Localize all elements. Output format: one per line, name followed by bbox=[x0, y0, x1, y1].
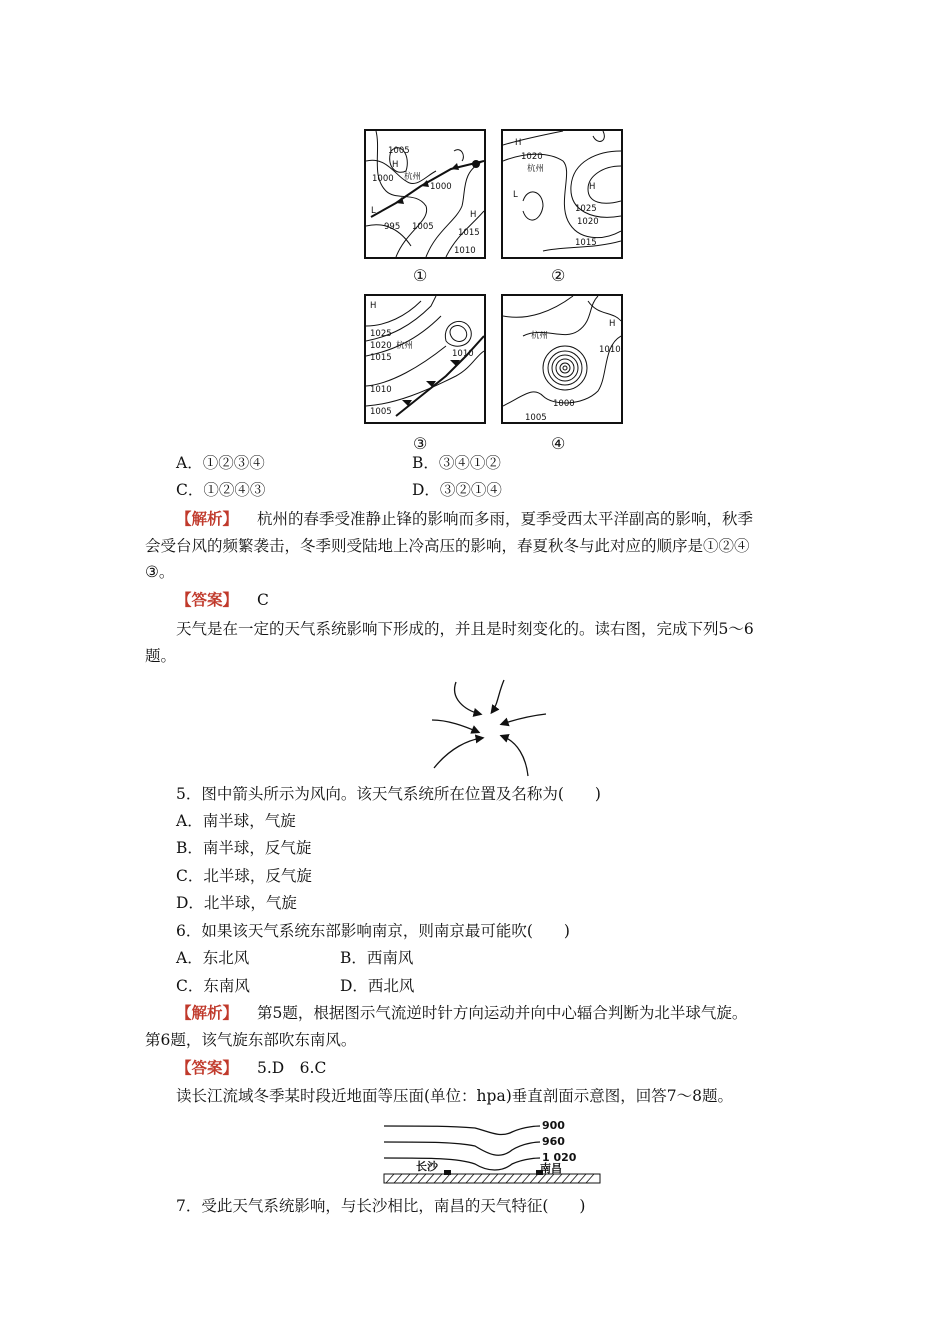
map4-label: H bbox=[609, 319, 616, 329]
map4-label: 1000 bbox=[553, 399, 575, 409]
map1-label: 杭州 bbox=[404, 172, 422, 182]
option-c: C．①②④③ bbox=[176, 481, 266, 499]
map2-label: 1015 bbox=[575, 238, 597, 248]
q5-option-d: D．北半球，气旋 bbox=[176, 894, 297, 912]
map3-label: 1005 bbox=[370, 407, 392, 417]
map-4-number: ④ bbox=[551, 434, 566, 453]
isobar-label: 960 bbox=[542, 1135, 565, 1148]
map2-label: 1025 bbox=[575, 204, 597, 214]
q6-option-d: D．西北风 bbox=[340, 977, 415, 995]
map1-label: 1010 bbox=[454, 246, 476, 256]
map1-label: H bbox=[392, 160, 399, 170]
map3-label: 1025 bbox=[370, 329, 392, 339]
map2-label: 杭州 bbox=[527, 164, 545, 174]
map3-label: 1010 bbox=[452, 349, 474, 359]
analysis-1-line-1 bbox=[176, 509, 753, 529]
analysis-tag: 【解析】 bbox=[176, 1003, 239, 1022]
analysis-text: 杭州的春季受准静止锋的影响而多雨，夏季受西太平洋副高的影响，秋季 bbox=[256, 510, 753, 528]
map1-label: 1000 bbox=[430, 182, 452, 192]
weather-map-1 bbox=[364, 129, 486, 259]
map2-label: 1020 bbox=[577, 217, 599, 227]
map-2-number: ② bbox=[551, 266, 566, 285]
city-label: 南昌 bbox=[540, 1162, 562, 1175]
map2-label: 1020 bbox=[521, 152, 543, 162]
isobar-label: 1 020 bbox=[542, 1151, 577, 1164]
intro-5-6-line-1: 天气是在一定的天气系统影响下形成的，并且是时刻变化的。读右图，完成下列5～6 bbox=[176, 620, 754, 638]
answer-1 bbox=[176, 590, 269, 610]
option-a: A．①②③④ bbox=[176, 454, 265, 472]
analysis-1-line-3: ③。 bbox=[145, 563, 175, 581]
map1-label: 1015 bbox=[458, 228, 480, 238]
map1-label: L bbox=[371, 206, 376, 216]
answer-tag: 【答案】 bbox=[176, 590, 239, 609]
map-1-number: ① bbox=[413, 266, 428, 285]
q6-stem: 6．如果该天气系统东部影响南京，则南京最可能吹( ) bbox=[176, 922, 570, 940]
map3-label: H bbox=[370, 301, 377, 311]
map2-label: H bbox=[515, 138, 522, 148]
answer-value: 5.D 6.C bbox=[256, 1059, 327, 1077]
isobar-label: 900 bbox=[542, 1119, 565, 1132]
map3-label: 杭州 bbox=[396, 341, 414, 351]
analysis-text: 第5题，根据图示气流逆时针方向运动并向中心辐合判断为北半球气旋。 bbox=[256, 1004, 748, 1022]
q5-option-c: C．北半球，反气旋 bbox=[176, 867, 312, 885]
map1-label: 1005 bbox=[412, 222, 434, 232]
weather-map-4 bbox=[501, 294, 623, 424]
analysis-tag: 【解析】 bbox=[176, 509, 239, 528]
q5-option-b: B．南半球，反气旋 bbox=[176, 839, 312, 857]
answer-tag: 【答案】 bbox=[176, 1058, 239, 1077]
intro-7-8: 读长江流域冬季某时段近地面等压面(单位：hpa)垂直剖面示意图，回答7～8题。 bbox=[176, 1087, 733, 1105]
isobar-profile-figure bbox=[380, 1112, 604, 1184]
map3-label: 1015 bbox=[370, 353, 392, 363]
answer-2 bbox=[176, 1058, 326, 1078]
map3-label: 1020 bbox=[370, 341, 392, 351]
intro-5-6-line-2: 题。 bbox=[145, 647, 177, 665]
analysis-1-line-2: 会受台风的频繁袭击，冬季则受陆地上冷高压的影响，春夏秋冬与此对应的顺序是①②④ bbox=[145, 537, 750, 555]
map-3-number: ③ bbox=[413, 434, 428, 453]
city-label: 长沙 bbox=[416, 1160, 438, 1173]
option-d: D．③②①④ bbox=[412, 481, 502, 499]
q6-option-b: B．西南风 bbox=[340, 949, 414, 967]
map2-label: L bbox=[513, 190, 518, 200]
map1-label: 995 bbox=[384, 222, 401, 232]
answer-value: C bbox=[256, 591, 269, 609]
map1-label: H bbox=[470, 210, 477, 220]
q7-stem: 7．受此天气系统影响，与长沙相比，南昌的天气特征( ) bbox=[176, 1197, 586, 1215]
q5-option-a: A．南半球，气旋 bbox=[176, 812, 296, 830]
map4-label: 1005 bbox=[525, 413, 547, 422]
option-b: B．③④①② bbox=[412, 454, 501, 472]
q5-stem: 5．图中箭头所示为风向。该天气系统所在位置及名称为( ) bbox=[176, 785, 601, 803]
cyclone-wind-figure bbox=[428, 676, 554, 786]
map2-label: H bbox=[589, 182, 596, 192]
weather-map-2 bbox=[501, 129, 623, 259]
map1-label: 1005 bbox=[388, 146, 410, 156]
q6-option-a: A．东北风 bbox=[176, 949, 250, 967]
map3-label: 1010 bbox=[370, 385, 392, 395]
map1-label: 1000 bbox=[372, 174, 394, 184]
q6-option-c: C．东南风 bbox=[176, 977, 250, 995]
map4-label: 1010 bbox=[599, 345, 621, 355]
analysis-2-line-2: 第6题，该气旋东部吹东南风。 bbox=[145, 1031, 357, 1049]
map4-label: 杭州 bbox=[531, 331, 549, 341]
weather-map-3 bbox=[364, 294, 486, 424]
analysis-2-line-1 bbox=[176, 1003, 747, 1023]
